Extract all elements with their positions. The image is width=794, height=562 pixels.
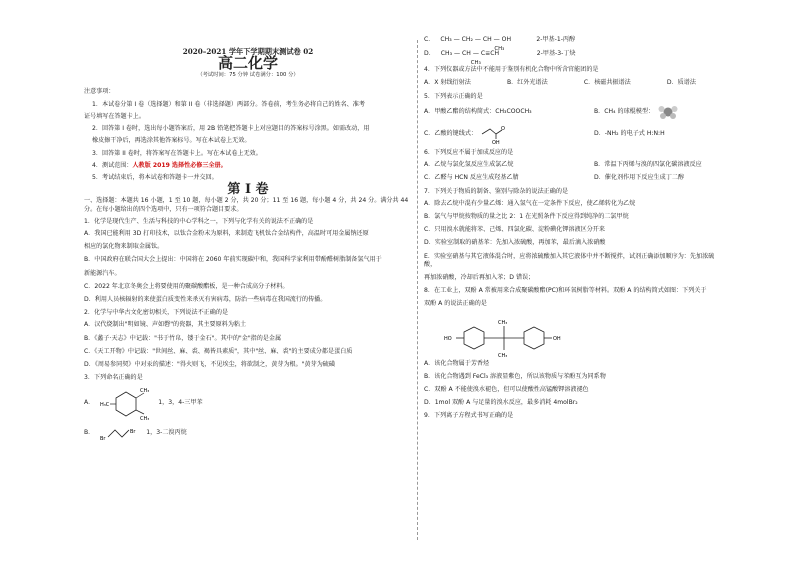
note-2-cont: 橡皮擦干净后，再选涂其他答案标号。写在本试卷上无效。 [92,137,251,145]
section-title: 第 I 卷 [227,182,269,198]
q5-option-c: C．乙酸的键线式： [424,129,478,137]
q5-option-a: A．甲酸乙酯的结构简式：CH₃COOCH₃ [424,107,532,115]
q6-option-a: A．乙烷与氯化氢反应生成氯乙烷 [424,161,514,169]
q4-options [424,79,724,87]
exam-title: 2020–2021 学年下学期期末测试卷 02 [182,47,314,56]
q3-c-branch: CH₃ [494,46,505,52]
q5-row-ab [424,105,724,119]
q7-option-e: E．实验室硝基与其它液体混合时，应将浓硫酸加入其它液体中并不断搅拌，试剂正确添加顺序为：先加浓硫酸， [424,252,715,268]
note-4 [84,162,412,170]
q7-option-e-cont: 再加浓硝酸，冷却后再加入苯；D 错误； [424,274,535,282]
note-5: 5．考试结束后，将本试卷和答题卡一并交回。 [92,174,218,182]
note-1: 1．本试卷分第 I 卷（选择题）和第 II 卷（非选择题）两部分。答卷前，考生务必将自己的姓名、准考 [92,100,365,108]
q4-option-c: C．核磁共振谱法 [583,78,631,86]
q6-option-b: B．常温下丙烯与溴的四氯化碳溶液反应 [594,161,702,169]
q3-d-label: D． [424,50,435,58]
q3-d-name: 2-甲基-3-丁炔 [536,50,576,58]
bisphenol-a-structure [424,314,604,360]
q3-b-br-right: Br [130,429,136,436]
q3-b-br-left: Br [100,436,106,442]
q3-a-sub-ch3-bottom: CH₃ [140,416,150,421]
q8-stem: 8．在工业上，双酚 A 常被用来合成聚碳酸酯(PC)和环氧树脂等材料。双酚 A 的结构简式如图：下列关于 [424,287,707,295]
q7-stem: 7．下列关于物质的制备、鉴别与除杂的说法正确的是 [424,187,569,195]
q3-c-label: C． [424,36,435,43]
q8-ho: HO [444,335,452,342]
section-intro: 一、选择题：本题共 16 小题，1 至 10 题，每小题 2 分，共 20 分；11 至 16 题，每小题 4 分，共 24 分。满分共 44 分。在每小题给出的四个选项中，只有一项符合题目要求。 [84,197,409,213]
q8-ch3-bottom: CH₃ [498,352,508,359]
q3-a-label: A． [84,399,95,407]
q4-stem: 4．下列仪器或方法中不能用于鉴别有机化合物中所含官能团的是 [424,66,599,74]
q8-ch3-top: CH₃ [498,319,508,326]
q5-c-o: O [501,126,505,133]
q8-oh: OH [553,335,561,342]
note-4-prefix: 4．测试范围： [92,161,133,169]
q5-row-cd [424,124,724,144]
q1-option-a-cont: 相应的氯化物来制取金属钛。 [84,243,164,251]
q2-option-c: C．《天工开物》中记载："世间丝、麻、裘、褐皆具素质"，其中"丝、麻、裘"的主要成分都是蛋白质 [84,347,353,355]
note-3: 3．回答第 II 卷时，将答案写在答题卡上。写在本试卷上无效。 [92,149,262,157]
q6-row-ab [424,161,724,169]
q1-option-b: B．中国政府在联合国大会上提出：中国将在 2060 年前实现碳中和，我国科学家利用带酚醛树脂制备氢气用于 [84,256,382,264]
q6-option-d: D．催化剂作用下反应生成丁二醇 [594,174,685,182]
q2-option-b: B．《蠡子·天志》中记载："书于竹帛，镂于金石"。其中的"金"指的是金属 [84,334,282,342]
dibromopropane-structure [100,425,140,441]
q1-stem: 1．化学是现代生产、生活与科技的中心学科之一，下列与化学有关的说法不正确的是 [84,217,314,225]
left-column [84,36,412,446]
q3-c-name: 2-甲基-1-丙醇 [536,36,576,43]
subject-title: 高二化学 [217,54,278,73]
note-1-cont: 证号填写在答题卡上。 [84,113,145,121]
q8-option-a: A．该化合物属于芳香烃 [424,359,490,367]
exam-info: （考试时间：75 分钟 试卷满分：100 分） [197,72,299,79]
q3-d-branch: CH₃ [470,60,481,67]
q3-option-d [424,50,724,67]
q3-d-formula: CH₃ — CH — C≡CH [440,50,500,58]
q3-c-formula: CH₃ — CH₂ — CH — OH [440,36,512,43]
q7-option-a: A．除去乙烷中混有少量乙烯：通入氢气在一定条件下反应，使乙烯转化为乙烷 [424,199,636,207]
q6-stem: 6．下列反应不属于加成反应的是 [424,149,514,157]
q8-option-c: C．双酚 A 不能使溴水褪色，但可以使酸性高锰酸钾溶液褪色 [424,386,589,394]
q4-option-a: A．X 射线衍射法 [424,78,471,86]
q3-a-sub-ch3-top: CH₃ [140,388,150,395]
q3-b-name: 1，3-二溴丙烷 [146,429,187,437]
q3-option-b [84,425,412,441]
q3-stem: 3．下列命名正确的是 [84,374,143,382]
ball-stick-model-icon [657,105,679,119]
q3-b-label: B． [84,429,95,437]
q5-option-b: B．CH₄ 的球棍模型： [594,107,655,115]
q4-option-b: B．红外光谱法 [506,78,548,86]
q5-stem: 5．下列表示正确的是 [424,92,483,100]
q5-option-d: D．-NH₂ 的电子式 H:N:H [594,129,665,137]
note-4-scope: 人教版 2019 选择性必修三全册。 [132,161,227,169]
q3-a-name: 1，3，4-三甲苯 [158,399,203,407]
q1-option-c: C．2022 年北京冬奥会上将要使用的聚碳酸酯板，是一种合成高分子材料。 [84,282,289,290]
q1-option-d: D．利用人员核辐射的来使蛋白质变性来杀灭有害病毒，防治一些病毒在我国流行的传播。 [84,296,327,304]
q8-option-d: D．1mol 双酚 A 与足量的溴水反应，最多消耗 4molBr₂ [424,399,578,407]
q7-option-c: C．只用溴水就能将苯、己烯、四氯化碳、淀粉碘化钾溶液区分开来 [424,226,605,234]
q2-option-d: D．《周易参同契》中对汞的描述："得火则飞，不见埃尘，将欲制之，黄芽为根。"黄芽为硫磺 [84,361,335,369]
q2-stem: 2．化学与中华古文化密切相关，下列说法不正确的是 [84,309,229,317]
note-2: 2．回答第 I 卷时，选出每小题答案后，用 2B 铅笔把答题卡上对应题目的答案标号涂黑。如需改动，用 [92,125,370,133]
q7-option-b: B．氯气与甲烷按物质的量之比 2：1 在光照条件下反应得到纯净的二氯甲烷 [424,213,629,221]
right-column [424,36,724,426]
q3-option-c [424,36,724,52]
q1-option-b-cont: 新能源汽车。 [84,269,121,277]
acetic-acid-skeletal-structure [480,124,506,144]
column-divider [417,40,418,540]
q3-option-a [84,386,412,420]
q6-option-c: C．乙醛与 HCN 反应生成羟基乙腈 [424,174,519,182]
notes-heading: 注意事项： [84,87,115,95]
q4-option-d: D．质谱法 [666,78,696,86]
q8-stem-cont: 双酚 A 的说法正确的是 [424,300,487,308]
q6-row-cd [424,174,724,182]
q1-option-a: A．我国已能利用 3D 打印技术，以钛合金粉末为原料，来制造飞机钛合金结构件，高温时可用金属钠还原 [84,230,369,238]
q2-option-a: A．汉代烧制出"明如镜、声如磬"的瓷器，其主要原料为粘土 [84,321,247,329]
trimethylbenzene-structure [100,386,152,420]
q5-c-oh: OH [492,140,500,145]
q8-option-b: B．该化合物遇到 FeCl₃ 溶液显紫色，所以该物质与苯酚互为同系物 [424,372,606,380]
q3-a-sub-h3c: H₃C [100,402,110,409]
q9-stem: 9．下列离子方程式书写正确的是 [424,412,514,420]
q7-option-d: D．实验室制取的硝基苯：先加入浓硫酸，再加苯，最后滴入浓硝酸 [424,239,606,247]
